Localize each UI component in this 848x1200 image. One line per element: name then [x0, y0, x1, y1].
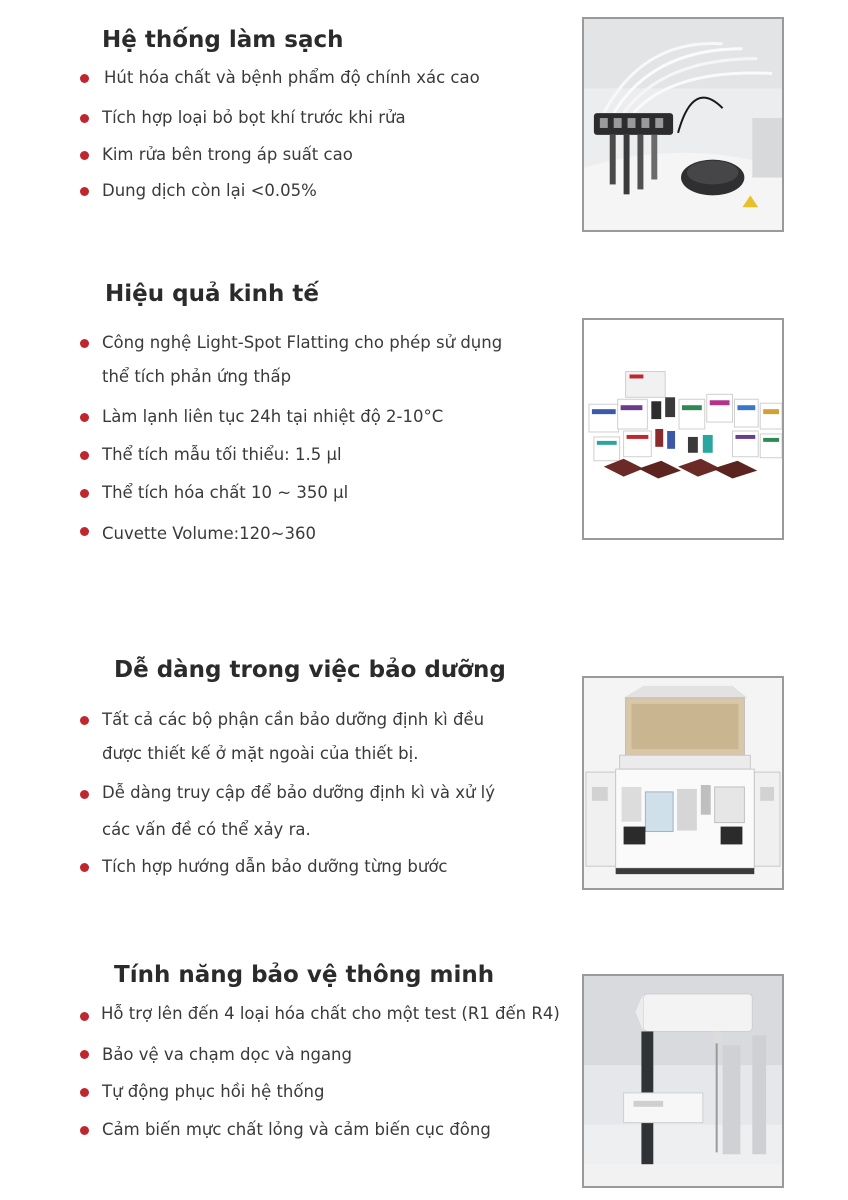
bullet-dot: [80, 1012, 89, 1021]
section-4-item-4: Cảm biến mực chất lỏng và cảm biến cục đông: [102, 1120, 491, 1139]
section-2-item-5: Cuvette Volume:120~360: [102, 524, 316, 543]
bullet-dot: [80, 339, 89, 348]
analyzer-open-cabinet-photo: [582, 676, 784, 890]
section-2-item-1-line-1: Công nghệ Light-Spot Flatting cho phép sử dụng: [102, 333, 503, 352]
bullet-dot: [80, 451, 89, 460]
bullet-dot: [80, 527, 89, 536]
bullet-dot: [80, 114, 89, 123]
section-1-item-3: Kim rửa bên trong áp suất cao: [102, 145, 353, 164]
probe-arm-photo: [582, 974, 784, 1188]
section-4-item-2: Bảo vệ va chạm dọc và ngang: [102, 1045, 352, 1064]
section-1-item-2: Tích hợp loại bỏ bọt khí trước khi rửa: [102, 108, 406, 127]
section-3-item-2-line-2: các vấn đề có thể xảy ra.: [102, 820, 311, 839]
bullet-dot: [80, 489, 89, 498]
reagent-kits-photo: [582, 318, 784, 540]
bullet-dot: [80, 1126, 89, 1135]
section-3-item-1-line-2: được thiết kế ở mặt ngoài của thiết bị.: [102, 744, 419, 763]
section-1-title: Hệ thống làm sạch: [102, 27, 344, 53]
section-2-item-2: Làm lạnh liên tục 24h tại nhiệt độ 2-10°C: [102, 407, 444, 426]
section-3-item-2-line-1: Dễ dàng truy cập để bảo dưỡng định kì và xử lý: [102, 783, 496, 802]
section-1-item-1: Hút hóa chất và bệnh phẩm độ chính xác cao: [104, 68, 480, 87]
pipetting-probes-photo: [582, 17, 784, 232]
section-3-item-1-line-1: Tất cả các bộ phận cần bảo dưỡng định kì đều: [102, 710, 485, 729]
bullet-dot: [80, 74, 89, 83]
section-2-title: Hiệu quả kinh tế: [105, 281, 320, 307]
section-4-title: Tính năng bảo vệ thông minh: [114, 962, 495, 988]
section-2-item-4: Thể tích hóa chất 10 ~ 350 μl: [102, 483, 349, 502]
section-3-item-3: Tích hợp hướng dẫn bảo dưỡng từng bước: [102, 857, 448, 876]
section-4-item-1: Hỗ trợ lên đến 4 loại hóa chất cho một test (R1 đến R4): [101, 1004, 560, 1023]
bullet-dot: [80, 413, 89, 422]
section-2-item-3: Thể tích mẫu tối thiểu: 1.5 μl: [102, 445, 342, 464]
bullet-dot: [80, 716, 89, 725]
bullet-dot: [80, 1088, 89, 1097]
bullet-dot: [80, 863, 89, 872]
section-2-item-1-line-2: thể tích phản ứng thấp: [102, 367, 292, 386]
bullet-dot: [80, 187, 89, 196]
bullet-dot: [80, 790, 89, 799]
section-1-item-4: Dung dịch còn lại <0.05%: [102, 181, 317, 200]
section-4-item-3: Tự động phục hồi hệ thống: [102, 1082, 325, 1101]
section-3-title: Dễ dàng trong việc bảo dưỡng: [114, 657, 506, 683]
bullet-dot: [80, 151, 89, 160]
bullet-dot: [80, 1050, 89, 1059]
